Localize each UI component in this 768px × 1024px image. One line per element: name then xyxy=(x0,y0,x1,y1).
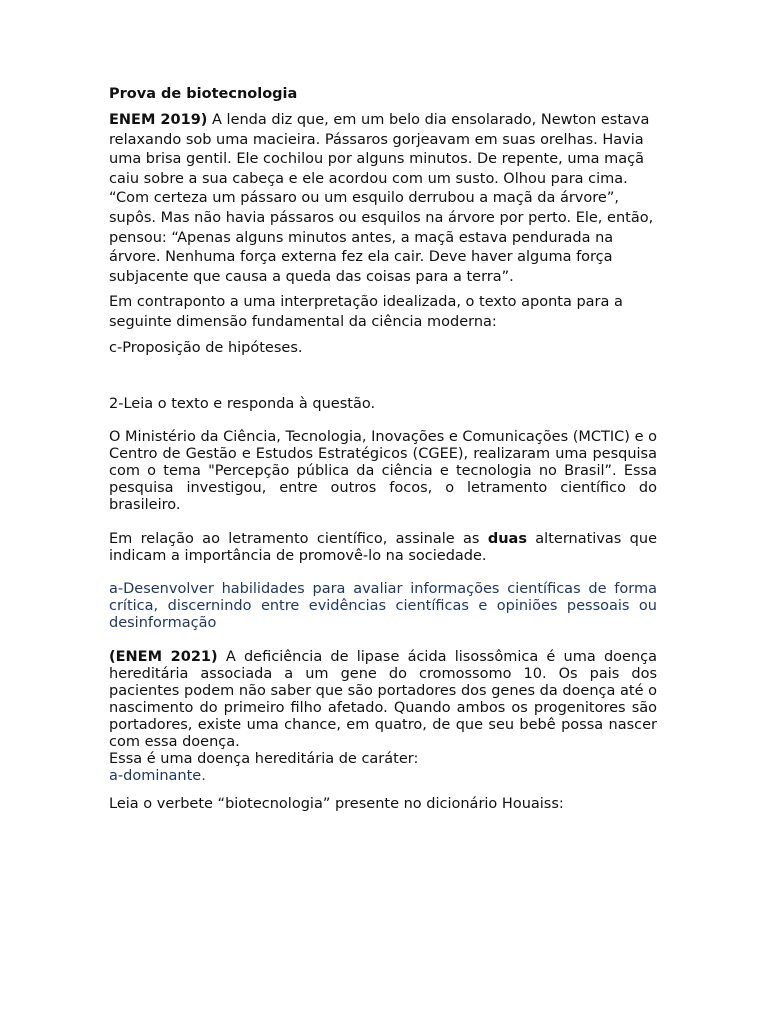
question-3-body: A deficiência de lipase ácida lisossômica é uma doença hereditária associada a um gene do cromossomo 10. Os pais dos pacientes podem não saber que são portadores dos genes da doença até o nascimento do primeiro filho afetado. Quando ambos os progenitores são portadores, existe uma chance, em quatro, de que seu bebê possa nascer com essa doença. xyxy=(109,648,657,750)
document-title: Prova de biotecnologia xyxy=(109,86,298,102)
question-3-text xyxy=(109,649,657,751)
question-1-prompt: Em contraponto a uma interpretação idealizada, o texto aponta para a seguinte dimensão fundamental da ciência moderna: xyxy=(109,294,623,330)
question-1-label: ENEM 2019) xyxy=(109,112,208,128)
document-page xyxy=(109,84,657,813)
question-1-body: A lenda diz que, em um belo dia ensolarado, Newton estava relaxando sob uma macieira. Pássaros gorjeavam em suas orelhas. Havia uma brisa gentil. Ele cochilou por alguns minutos. De repente, uma maçã caiu sobre a sua cabeça e ele acordou com um susto. Olhou para cima. “Com certeza um pássaro ou um esquilo derrubou a maçã da árvore”, supôs. Mas não havia pássaros ou esquilos na árvore por perto. Ele, então, pensou: “Apenas alguns minutos antes, a maçã estava pendurada na árvore. Nenhuma força externa fez ela cair. Deve haver alguma força subjacente que causa a queda das coisas para a terra”. xyxy=(109,112,654,285)
question-1-answer: c-Proposição de hipóteses. xyxy=(109,339,303,356)
question-4-intro: Leia o verbete “biotecnologia” presente no dicionário Houaiss: xyxy=(109,795,564,812)
question-2-prompt xyxy=(109,531,657,565)
question-3-prompt: Essa é uma doença hereditária de caráter: xyxy=(109,750,419,767)
question-1-text xyxy=(109,111,657,287)
question-2-text: O Ministério da Ciência, Tecnologia, Inovações e Comunicações (MCTIC) e o Centro de Gestão e Estudos Estratégicos (CGEE), realizaram uma pesquisa com o tema "Percepção pública da ciência e tecnologia no Brasil”. Essa pesquisa investigou, entre outros focos, o letramento científico do brasileiro. xyxy=(109,428,657,513)
question-2-answer: a-Desenvolver habilidades para avaliar informações científicas de forma crítica, discernindo entre evidências científicas e opiniões pessoais ou desinformação xyxy=(109,580,657,631)
question-2-prompt-emphasis: duas xyxy=(487,530,527,547)
question-2-prompt-start: Em relação ao letramento científico, assinale as xyxy=(109,530,488,547)
question-3-label: (ENEM 2021) xyxy=(109,648,218,665)
question-3-answer: a-dominante. xyxy=(109,767,206,784)
question-2-intro: 2-Leia o texto e responda à questão. xyxy=(109,396,376,413)
question-2-prompt-end: alternativas que indicam a importância de promovê-lo na sociedade. xyxy=(109,530,657,564)
